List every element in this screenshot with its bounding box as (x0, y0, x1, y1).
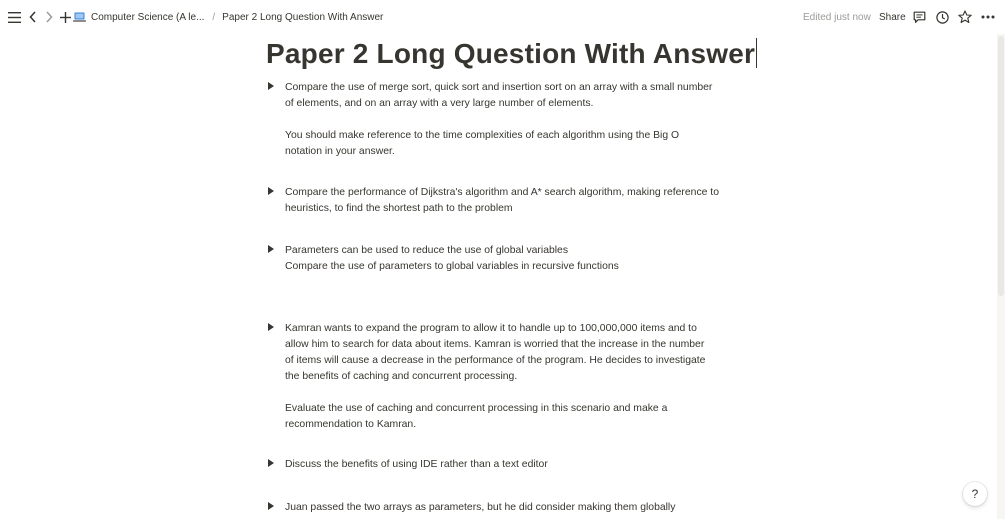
help-button-label: ? (971, 487, 979, 501)
toggle-text-line: Compare the use of merge sort, quick sort and insertion sort on an array with a small number (285, 82, 713, 93)
toggle-text-line: allow him to search for data about items. Kamran is worried that the increase in the number (285, 339, 705, 350)
edited-status-text: Edited just now (803, 11, 871, 23)
toggle-text-line (285, 112, 738, 128)
share-button-label: Share (879, 11, 906, 23)
breadcrumb-item-parent[interactable]: Computer Science (A le... (91, 11, 205, 23)
edited-status (803, 0, 871, 34)
share-button[interactable] (879, 0, 906, 34)
toggle-arrow-icon[interactable] (268, 502, 274, 510)
toggle-text-line: Kamran wants to expand the program to allow it to handle up to 100,000,000 items and to (285, 323, 697, 334)
sidebar-toggle-button[interactable] (6, 0, 22, 34)
toggle-arrow-icon[interactable] (268, 459, 274, 467)
text-cursor (756, 38, 757, 68)
forward-button[interactable] (41, 0, 57, 34)
toggle-text-line: notation in your answer. (285, 146, 395, 157)
toggle-text-line: the benefits of caching and concurrent processing. (285, 371, 518, 382)
top-bar (0, 0, 1005, 34)
toggle-block[interactable] (268, 185, 738, 217)
toggle-text-line: Discuss the benefits of using IDE rather than a text editor (285, 459, 548, 470)
chevron-left-icon (25, 9, 41, 25)
favorite-button[interactable] (957, 0, 973, 34)
toggle-text-line: heuristics, to find the shortest path to the problem (285, 203, 513, 214)
help-button[interactable] (963, 482, 987, 506)
star-icon (957, 9, 973, 25)
toggle-arrow-icon[interactable] (268, 323, 274, 331)
toggle-block[interactable] (268, 80, 738, 160)
toggle-block[interactable] (268, 243, 738, 275)
updates-button[interactable] (934, 0, 950, 34)
toggle-text-line: of items will cause a decrease in the performance of the program. He decides to investigate (285, 355, 706, 366)
toggle-block[interactable] (268, 321, 738, 433)
toggle-text-line: Parameters can be used to reduce the use of global variables (285, 245, 569, 256)
laptop-icon (73, 12, 86, 23)
breadcrumb-separator: / (212, 11, 216, 23)
toggle-block[interactable] (268, 500, 738, 516)
toggle-block[interactable] (268, 457, 738, 473)
clock-icon (934, 9, 950, 25)
more-horizontal-icon (980, 9, 996, 25)
scrollbar-thumb[interactable] (998, 36, 1004, 296)
toggle-text-line: Compare the use of parameters to global variables in recursive functions (285, 261, 619, 272)
back-button[interactable] (25, 0, 41, 34)
toggle-text-line: Evaluate the use of caching and concurrent processing in this scenario and make a (285, 403, 668, 414)
toggle-text-line: of elements, and on an array with a very large number of elements. (285, 98, 594, 109)
toggle-text-line: Juan passed the two arrays as parameters, but he did consider making them globally (285, 502, 676, 513)
plus-icon (57, 9, 73, 25)
breadcrumb (73, 0, 383, 34)
toggle-arrow-icon[interactable] (268, 245, 274, 253)
chevron-right-icon (41, 9, 57, 25)
comment-icon (911, 9, 927, 25)
toggle-text-line: You should make reference to the time complexities of each algorithm using the Big O (285, 130, 680, 141)
more-options-button[interactable] (980, 0, 996, 34)
comments-button[interactable] (911, 0, 927, 34)
menu-icon (6, 9, 22, 25)
toggle-arrow-icon[interactable] (268, 82, 274, 90)
toggle-text-line: Compare the performance of Dijkstra's algorithm and A* search algorithm, making reference to (285, 187, 719, 198)
new-page-button[interactable] (57, 0, 73, 34)
breadcrumb-item-current[interactable]: Paper 2 Long Question With Answer (222, 11, 384, 23)
toggle-arrow-icon[interactable] (268, 187, 274, 195)
page-title-text: Paper 2 Long Question With Answer (266, 38, 756, 69)
page-title[interactable] (266, 38, 757, 70)
toggle-text-line (285, 385, 738, 401)
toggle-text-line: recommendation to Kamran. (285, 419, 417, 430)
